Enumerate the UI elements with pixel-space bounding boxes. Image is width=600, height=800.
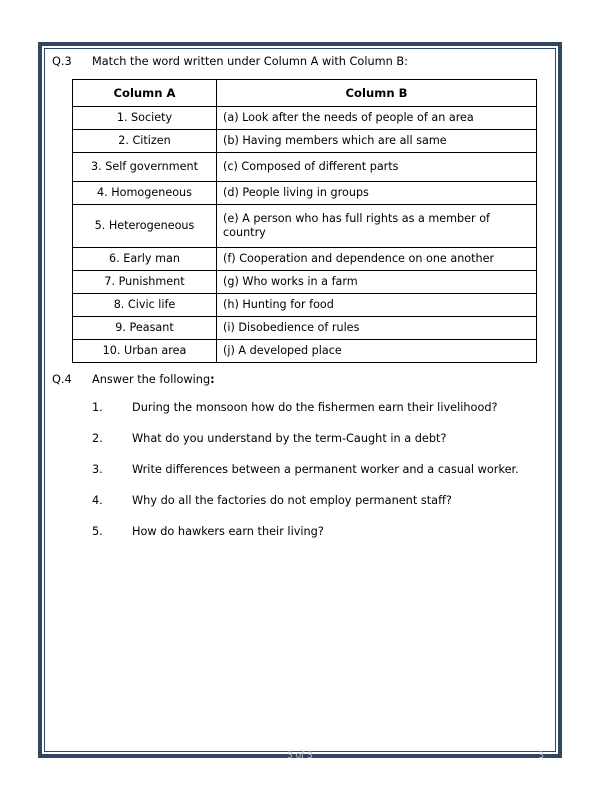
cell-column-b: (c) Composed of different parts (217, 153, 537, 182)
question-4-prompt-text: Answer the following (92, 373, 211, 386)
cell-column-b: (i) Disobedience of rules (217, 317, 537, 340)
cell-column-b: (b) Having members which are all same (217, 130, 537, 153)
cell-column-a: 9. Peasant (73, 317, 217, 340)
table-row (73, 317, 537, 340)
cell-column-a: 7. Punishment (73, 271, 217, 294)
list-item (52, 493, 548, 509)
question-number: 3. (92, 463, 103, 476)
match-columns-table (72, 79, 537, 363)
question-number: 4. (92, 494, 103, 507)
cell-column-b: (h) Hunting for food (217, 294, 537, 317)
question-4-label: Q.4 (52, 373, 72, 386)
question-number: 5. (92, 525, 103, 538)
table-row (73, 205, 537, 248)
table-row (73, 130, 537, 153)
question-3-heading (52, 54, 548, 70)
list-item (52, 400, 548, 416)
list-item (52, 524, 548, 540)
question-text: Why do all the factories do not employ permanent staff? (132, 494, 452, 507)
cell-column-b: (j) A developed place (217, 340, 537, 363)
cell-column-a: 4. Homogeneous (73, 182, 217, 205)
cell-column-b: (g) Who works in a farm (217, 271, 537, 294)
table-row (73, 340, 537, 363)
question-text: What do you understand by the term-Caught in a debt? (132, 432, 447, 445)
page-footer (38, 749, 562, 763)
list-item (52, 431, 548, 447)
column-header-b: Column B (217, 80, 537, 107)
table-row (73, 107, 537, 130)
question-4-heading (52, 372, 548, 388)
question-4-list (52, 400, 548, 540)
question-text: Write differences between a permanent worker and a casual worker. (132, 463, 519, 476)
cell-column-a: 1. Society (73, 107, 217, 130)
cell-column-b: (a) Look after the needs of people of an area (217, 107, 537, 130)
column-header-a: Column A (73, 80, 217, 107)
question-4-prompt (92, 372, 215, 388)
cell-column-a: 5. Heterogeneous (73, 205, 217, 248)
page-border-frame (38, 42, 562, 758)
cell-column-b: (f) Cooperation and dependence on one another (217, 248, 537, 271)
footer-page-number: 3 (538, 751, 544, 761)
question-text: How do hawkers earn their living? (132, 525, 324, 538)
table-row (73, 153, 537, 182)
list-item (52, 462, 548, 478)
cell-column-a: 2. Citizen (73, 130, 217, 153)
table-row (73, 294, 537, 317)
question-4-prompt-colon: : (210, 373, 215, 386)
cell-column-b: (e) A person who has full rights as a member of country (217, 205, 537, 248)
cell-column-b: (d) People living in groups (217, 182, 537, 205)
cell-column-a: 6. Early man (73, 248, 217, 271)
table-header-row (73, 80, 537, 107)
cell-column-a: 3. Self government (73, 153, 217, 182)
question-4-block (52, 372, 548, 540)
table-row (73, 248, 537, 271)
cell-column-a: 10. Urban area (73, 340, 217, 363)
table-row (73, 182, 537, 205)
question-number: 2. (92, 432, 103, 445)
question-3-prompt: Match the word written under Column A with Column B: (92, 55, 408, 68)
cell-column-a: 8. Civic life (73, 294, 217, 317)
question-number: 1. (92, 401, 103, 414)
footer-page-indicator: 3 of 3 (287, 751, 313, 761)
table-row (73, 271, 537, 294)
question-3-label: Q.3 (52, 55, 72, 68)
page-content (42, 46, 558, 754)
question-text: During the monsoon how do the fishermen earn their livelihood? (132, 401, 498, 414)
